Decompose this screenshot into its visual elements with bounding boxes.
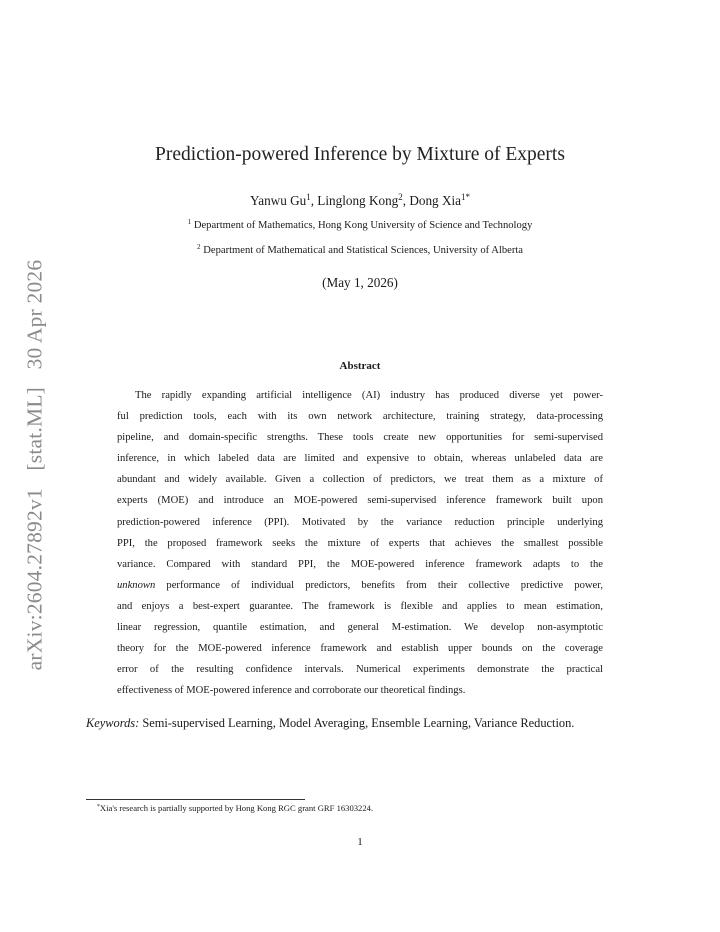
abstract-line: variance. Compared with standard PPI, the MOE-powered inference framework adapts to the [117,558,603,570]
affiliation-text: Department of Mathematics, Hong Kong University of Science and Technology [193,220,533,231]
arxiv-stamp [23,254,48,677]
footnote-text: Xia's research is partially supported by Hong Kong RGC grant GRF 16303224. [99,803,374,813]
abstract-line: and enjoys a best-expert guarantee. The framework is flexible and applies to mean estimation, [117,600,603,612]
abstract-heading: Abstract [339,360,381,372]
affiliation [0,220,720,231]
affiliation [0,245,720,256]
page-number: 1 [357,836,363,848]
affiliation-mark: 1 [187,218,192,227]
arxiv-id: arXiv:2604.27892v1 [22,488,47,671]
abstract-line: pipeline, and domain-specific strengths. These tools create new opportunities for semi-supervised [117,432,603,444]
abstract-line: prediction-powered inference (PPI). Motivated by the variance reduction principle underlying [117,516,603,528]
abstract-line: theory for the MOE-powered inference framework and establish upper bounds on the coverage [117,643,603,655]
arxiv-date: 30 Apr 2026 [22,259,47,370]
abstract-line: The rapidly expanding artificial intelligence (AI) industry has produced diverse yet power- [135,390,603,401]
footnote-mark: * [97,803,100,810]
author-affiliation-mark: 1* [461,192,470,203]
keywords-label: Keywords: [86,716,140,730]
footnote [97,803,373,813]
affiliation-mark: 2 [196,243,201,252]
author-name: Yanwu Gu [250,193,307,208]
author-list: Yanwu Gu$^1$, Linglong Kong$^2$, Dong Xia$^{1*}$ [250,192,470,208]
footnote-divider [86,799,305,800]
abstract-line: linear regression, quantile estimation, and general M-estimation. We develop non-asymptotic [117,622,603,634]
paper-title: Prediction-powered Inference by Mixture of Experts [155,144,565,165]
abstract-body [117,385,603,701]
author-name: Linglong Kong [317,193,399,208]
abstract-line: error of the resulting confidence intervals. Numerical experiments demonstrate the practical [117,664,603,676]
paper-date: (May 1, 2026) [322,275,398,290]
abstract-line: experts (MOE) and introduce an MOE-powered semi-supervised inference framework built upon [117,495,603,507]
abstract-line: inference, in which labeled data are limited and expensive to obtain, whereas unlabeled data are [117,453,603,465]
keywords-text: Semi-supervised Learning, Model Averaging, Ensemble Learning, Variance Reduction. [139,716,575,730]
abstract-line: effectiveness of MOE-powered inference and corroborate our theoretical findings. [117,685,466,697]
author-affiliation-mark: 2 [398,192,403,203]
keywords [86,716,574,731]
abstract-line: abundant and widely available. Given a collection of predictors, we treat them as a mixture of [117,474,603,486]
affiliation-text: Department of Mathematical and Statistical Sciences, University of Alberta [203,245,524,256]
emphasis-unknown: unknown [117,579,156,591]
abstract-line [117,575,603,596]
abstract-line: ful prediction tools, each with its own network architecture, training strategy, data-processing [117,411,603,423]
author-affiliation-mark: 1 [306,192,311,203]
author-name: Dong Xia [409,193,461,208]
arxiv-category: [stat.ML] [22,386,47,471]
abstract-line-rest: performance of individual predictors, benefits from their collective predictive power, [155,579,603,591]
abstract-line: PPI, the proposed framework seeks the mixture of experts that achieves the smallest possible [117,537,603,549]
